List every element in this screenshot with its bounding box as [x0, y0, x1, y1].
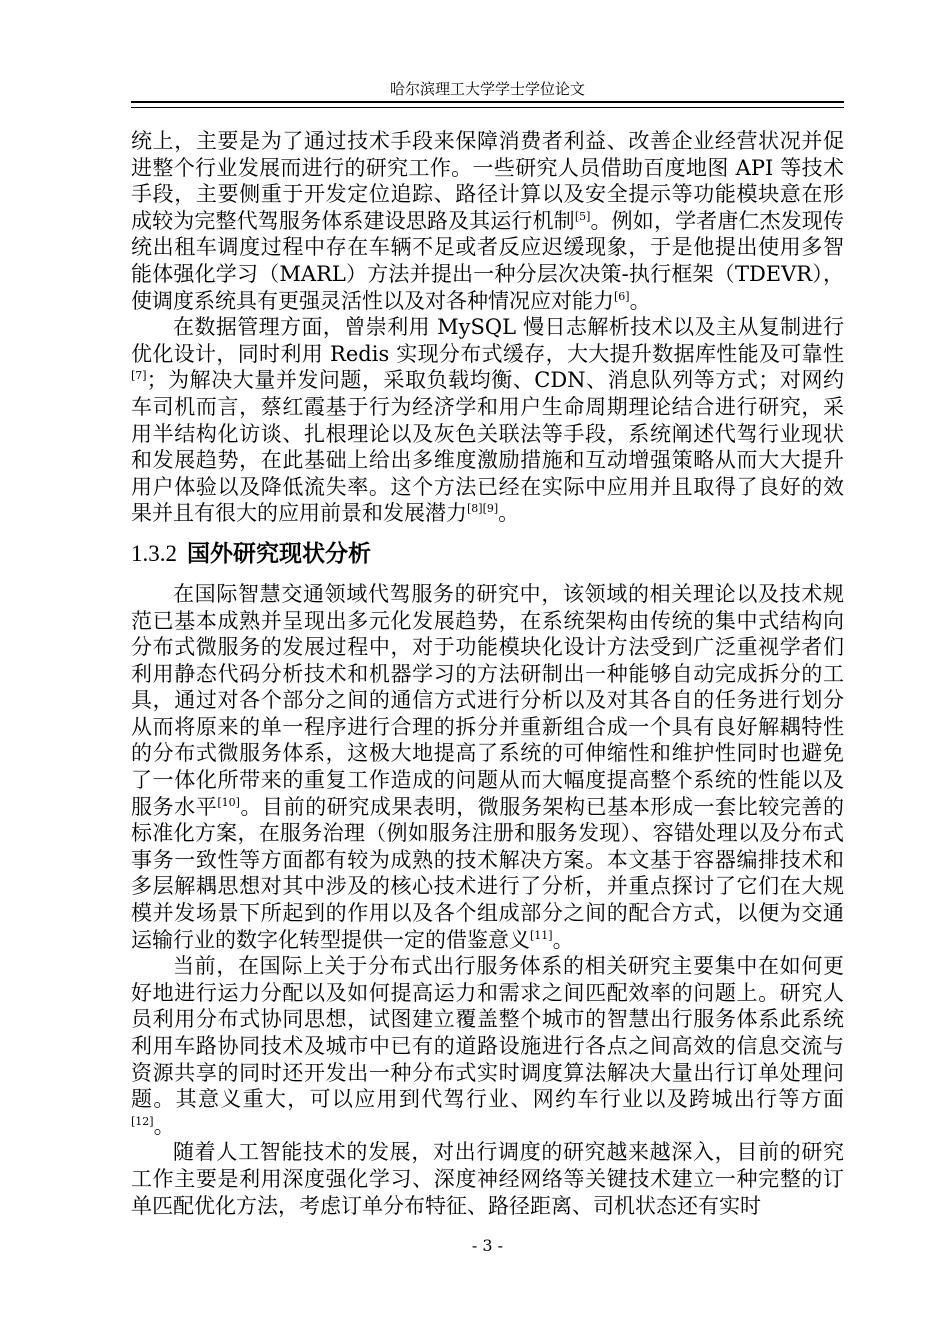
paragraph-1 [131, 128, 844, 314]
citation-ref: [7] [131, 369, 147, 383]
paragraph-3 [131, 581, 844, 953]
paragraph-text: 在国际智慧交通领域代驾服务的研究中，该领域的相关理论以及技术规范已基本成熟并呈现出多元化发展趋势，在系统架构由传统的集中式结构向分布式微服务的发展过程中，对于功能模块化设计方法受到广泛重视学者们利用静态代码分析技术和机器学习的方法研制出一种能够自动完成拆分的工具，通过对各个部分之间的通信方式进行分析以及对其各自的任务进行划分从而将原来的单一程序进行合理的拆分并重新组合成一个具有良好解耦特性的分布式微服务体系，这极大地提高了系统的可伸缩性和维护性同时也避免了一体化所带来的重复工作造成的问题从而大幅度提高整个系统的性能以及服务水平 [131, 581, 844, 819]
paragraph-text: 统上，主要是为了通过技术手段来保障消费者利益、改善企业经营状况并促进整个行业发展而进行的研究工作。一些研究人员借助百度地图 API 等技术手段，主要侧重于开发定位追踪、路径计算以及安全提示等功能模块意在形成较为完整代驾服务体系建设思路及其运行机制 [131, 129, 844, 233]
header-rule-thin [131, 107, 844, 108]
section-title: 国外研究现状分析 [187, 540, 371, 567]
paragraph-4 [131, 953, 844, 1139]
paragraph-text: 。例如，学者唐仁杰发现传统出租车调度过程中存在车辆不足或者反应迟缓现象，于是他提出使用多智能体强化学习（MARL）方法并提出一种分层次决策-执行框架（TDEVR），使调度系统具有更强灵活性以及对各种情况应对能力 [131, 208, 845, 313]
header-rule-thick [131, 101, 844, 103]
paragraph-text: ；为解决大量并发问题，采取负载均衡、CDN、消息队列等方式；对网约车司机而言，蔡红霞基于行为经济学和用户生命周期理论结合进行研究，采用半结构化访谈、扎根理论以及灰色关联法等手段，系统阐述代驾行业现状和发展趋势，在此基础上给出多维度激励措施和互动增强策略从而大大提升用户体验以及降低流失率。这个方法已经在实际中应用并且取得了良好的效果并且有很大的应用前景和发展潜力 [131, 368, 844, 526]
paragraph-text: 。 [153, 1113, 175, 1138]
section-number: 1.3.2 [131, 540, 177, 566]
citation-ref: [10] [217, 795, 240, 809]
citation-ref: [12] [131, 1114, 154, 1128]
paragraph-text: 当前，在国际上关于分布式出行服务体系的相关研究主要集中在如何更好地进行运力分配以及如何提高运力和需求之间匹配效率的问题上。研究人员利用分布式协同思想，试图建立覆盖整个城市的智慧出行服务体系此系统利用车路协同技术及城市中已有的道路设施进行各点之间高效的信息交流与资源共享的同时还开发出一种分布式实时调度算法解决大量出行订单处理问题。其意义重大，可以应用到代驾行业、网约车行业以及跨城出行等方面 [131, 954, 844, 1112]
running-header: 哈尔滨理工大学学士学位论文 [389, 80, 585, 98]
paragraph-text: 。 [552, 927, 574, 952]
citation-ref: [11] [530, 928, 553, 942]
citation-ref: [5] [574, 209, 591, 223]
paragraph-text: 。 [629, 288, 651, 313]
paragraph-5 [131, 1139, 844, 1219]
paragraph-2 [131, 314, 844, 527]
paragraph-text: 随着人工智能技术的发展，对出行调度的研究越来越深入，目前的研究工作主要是利用深度强化学习、深度神经网络等关键技术建立一种完整的订单匹配优化方法，考虑订单分布特征、路径距离、司机状态还有实时 [131, 1140, 844, 1218]
citation-ref: [6] [614, 289, 630, 303]
paragraph-text: 在数据管理方面，曾崇利用 MySQL 慢日志解析技术以及主从复制进行优化设计，同时利用 Redis 实现分布式缓存，大大提升数据库性能及可靠性 [131, 315, 844, 366]
citation-ref: [8][9] [467, 502, 499, 516]
section-heading [131, 537, 844, 571]
paragraph-text: 。目前的研究成果表明，微服务架构已基本形成一套比较完善的标准化方案，在服务治理（例如服务注册和服务发现）、容错处理以及分布式事务一致性等方面都有较为成熟的技术解决方案。本文基于容器编排技术和多层解耦思想对其中涉及的核心技术进行了分析，并重点探讨了它们在大规模并发场景下所起到的作用以及各个组成部分之间的配合方式，以便为交通运输行业的数字化转型提供一定的借鉴意义 [131, 794, 845, 952]
page-number: - 3 - [471, 1236, 504, 1255]
paragraph-text: 。 [498, 501, 520, 526]
page-body [131, 128, 844, 1219]
